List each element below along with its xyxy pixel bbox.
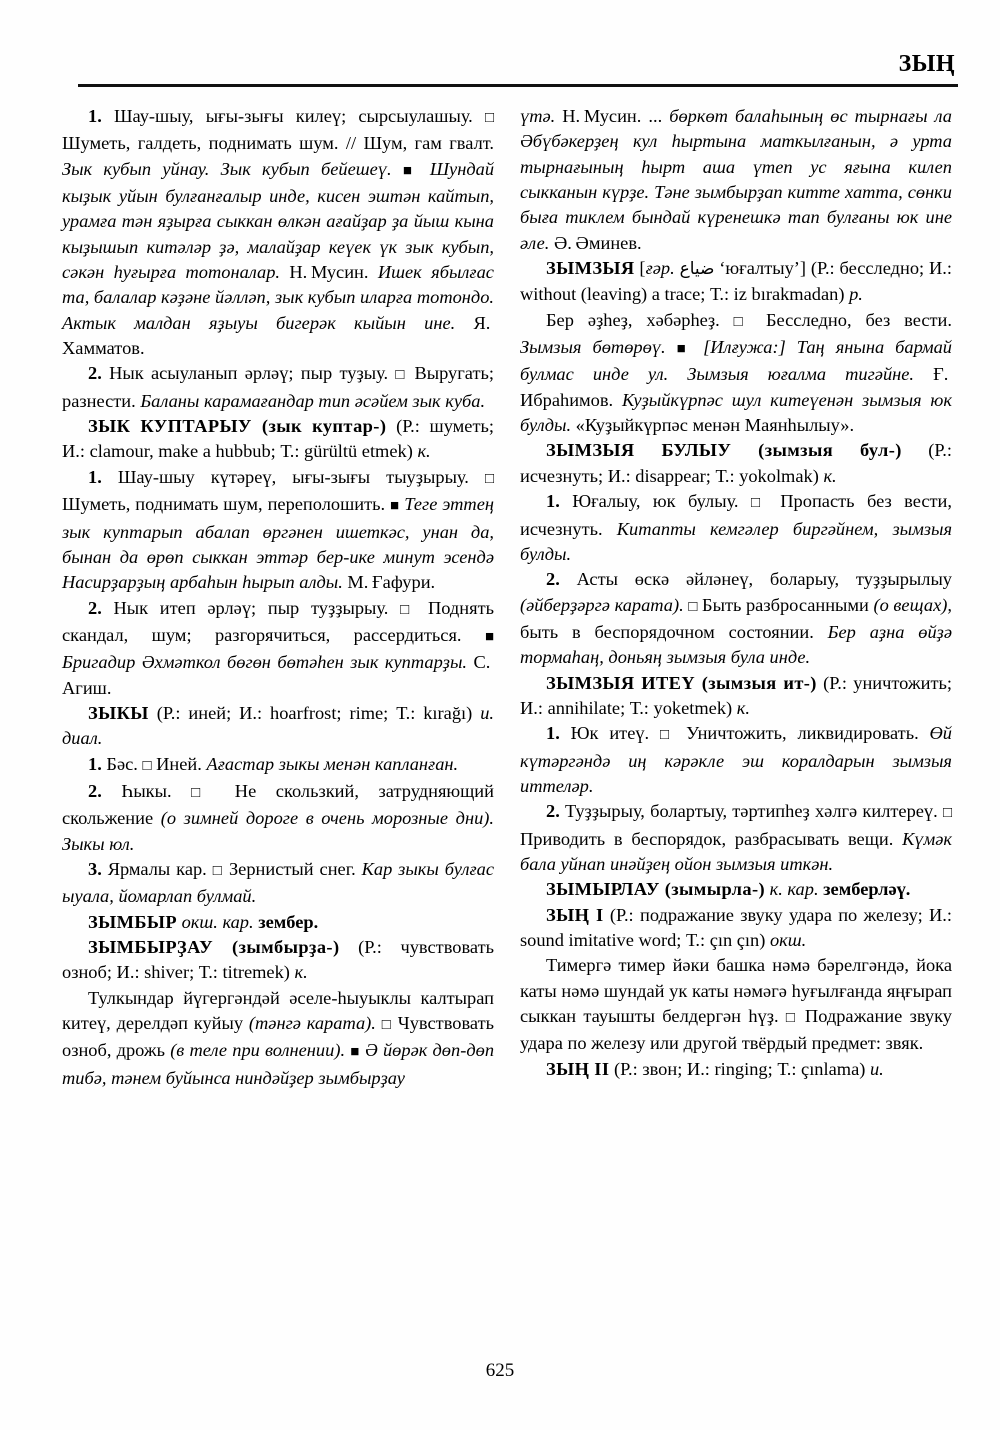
- entry-headword: ЗЫМБЫРҘАУ (зымбырҙа-): [88, 937, 340, 957]
- italic-text: Ә йөрәк дөп-дөп тибә, тәнем буйынса ниндәйҙер зымбырҙау: [62, 1040, 495, 1088]
- italic-text: к.: [736, 697, 750, 718]
- open-square-marker: [395, 367, 407, 383]
- open-square-marker: [751, 495, 768, 511]
- entry-paragraph: [62, 752, 494, 779]
- roman-text: Чувствовать озноб, дрожь: [62, 1013, 495, 1061]
- open-square-marker: [400, 602, 416, 618]
- italic-text: Ишек ябылғас та, балалар кәҙәне йәлләп, зык кубып иларға тотондо. Актык малдан яҙыуы бигерәк кыйын ине.: [62, 262, 495, 333]
- roman-text: Приводить в беспорядок, разбрасывать вещи.: [520, 828, 903, 849]
- roman-text: Я. Хамматов.: [62, 312, 494, 359]
- roman-text: Шуметь, поднимать шум, переполошить.: [62, 494, 391, 515]
- italic-text: бөркөт балаһының өс тырнағы ла Әбүбәкерҙең кул һыртына маткылғанын, ә урта тырнағының һырт аша үтеп ус яғына килеп сыкканын күрҙе. Тәне зымбырҙап китте хатта, сөнки быға тиклем бындай күренешкә тап булғаны юк ине әле.: [520, 106, 952, 253]
- italic-text: Ағастар зыкы менән капланған.: [206, 753, 459, 774]
- open-square-marker: [191, 785, 215, 801]
- roman-text: Выругать; разнести.: [62, 363, 494, 411]
- sense-number: 1.: [88, 466, 102, 487]
- entry-paragraph: [520, 256, 952, 308]
- roman-text: Юғалыу, юк булыу.: [559, 491, 751, 512]
- roman-text: (Р.: уничтожить; И.: annihilate; Т.: yoketmek): [520, 672, 952, 718]
- roman-text: М. Ғафури.: [347, 572, 436, 593]
- roman-text: Пропасть без вести, исчезнуть.: [520, 491, 952, 539]
- filled-square-marker: [485, 629, 494, 645]
- roman-text: Шуметь, галдеть, поднимать шум. // Шум, гам гвалт.: [62, 133, 494, 154]
- filled-square-marker: [390, 498, 399, 514]
- entry-paragraph: [62, 935, 494, 986]
- sense-number: 1.: [88, 106, 102, 126]
- entry-paragraph: [520, 877, 952, 902]
- roman-text: «Куҙыйкүрпәс менән Маянһылыу».: [575, 415, 855, 436]
- italic-text: ғәр.: [645, 258, 675, 279]
- roman-text: Туҙҙырыу, болартыу, тәртипһеҙ хәлгә килтереү.: [559, 801, 943, 822]
- entry-paragraph: [520, 953, 952, 1056]
- italic-text: Күмәк бала уйнап инәйҙең ойон зымзыя иткән.: [520, 828, 952, 874]
- open-square-marker: [485, 471, 494, 487]
- entry-paragraph: [520, 721, 952, 799]
- open-square-marker: [786, 1010, 798, 1026]
- entry-paragraph: [520, 308, 952, 439]
- cross-reference: зембер.: [258, 911, 319, 932]
- header-rule: [78, 84, 958, 87]
- italic-text: Шундай кыҙык уйын булғанғалыр инде, кисен эштән кайтып, урамға тән яҙырға сыккан өлкән ағайҙар ҙа йыш кына кыҙышып китәләр ҙә, малайҙар кеүек үк зык кубып, сәкән һуғырға тотоналар.: [62, 158, 495, 283]
- entry-headword: ЗЫКЫ: [88, 702, 149, 723]
- entry-headword: ЗЫМЗЫЯ ИТЕҮ (зымзыя ит-): [546, 672, 817, 693]
- open-square-marker: [943, 805, 952, 821]
- running-head: [112, 52, 955, 86]
- italic-text: Куҙыйкүрпәс шул китеүенән зымзыя юк булды.: [520, 389, 952, 436]
- roman-text: (Р.: подражание звуку удара по железу; И.: sound imitative word; Т.: çın çın): [520, 904, 952, 950]
- italic-text: Зымзыя бөтөрөү.: [520, 337, 677, 358]
- arabic-etymon: ضياع: [679, 259, 715, 280]
- roman-text: С. Агиш.: [62, 652, 494, 698]
- italic-text: Бригадир Әхмәткол бөгөн бөтәһен зык куптарҙы.: [62, 652, 474, 673]
- roman-text: Тулкындар йүгергәндәй әселе-һыуыклы калтырап китеү, дерелдәп куйыу: [62, 987, 494, 1034]
- entry-paragraph: [62, 465, 494, 596]
- sense-number: 3.: [88, 858, 102, 879]
- open-square-marker: [382, 1017, 392, 1033]
- sense-number: 1.: [546, 491, 560, 512]
- roman-text: (Р.: чувствовать озноб; И.: shiver; Т.: titremek): [62, 937, 494, 983]
- roman-text: (Р.: иней; И.: hoarfrost; rime; Т.: kırağı): [148, 702, 481, 723]
- entry-headword: ЗЫМЗЫЯ: [546, 258, 635, 279]
- entry-headword: ЗЫҢ I: [546, 904, 604, 925]
- entry-paragraph: [62, 361, 494, 414]
- entry-paragraph: [62, 986, 494, 1091]
- italic-text: Кар зыкы булғас ыуала, йомарлап булмай.: [62, 858, 494, 907]
- roman-text: Шау-шыу күтәреү, ығы-зығы тыуҙырыу.: [101, 466, 485, 487]
- entry-paragraph: [62, 596, 494, 701]
- roman-text: Н. Мусин.: [289, 262, 378, 283]
- roman-text: Бәс.: [101, 753, 143, 774]
- italic-text: (әйберҙәргә карата).: [520, 594, 689, 615]
- sense-number: 2.: [546, 801, 560, 822]
- column-right: [520, 104, 952, 1326]
- italic-text: Китапты кемгәлер биргәйнем, зымзыя булды.: [520, 518, 952, 564]
- italic-text: к.: [294, 962, 308, 983]
- italic-text: и. диал.: [62, 702, 494, 749]
- italic-text: [Илғужа:] Таң янына бармай булмас инде ул. Зымзыя юғалма тигәйне.: [520, 337, 953, 385]
- roman-text: Быть разбросанными: [697, 594, 874, 615]
- roman-text: Тимергә тимер йәки башка нәмә бәрелгәндә, йока каты нәмә шундай ук каты нәмәгә һуғылғанда яңғырап сыккан тауышты белдергән һүҙ.: [520, 955, 952, 1027]
- filled-square-marker: [403, 163, 419, 179]
- italic-text: Теге эттең зык куптарып абалап өргәнен ишеткәс, унан да, бынан да өрөп сыккан эттәр бер-ике минут эсендә Насирҙарҙың арбаһын һырып алды.: [62, 494, 494, 593]
- roman-text: [: [634, 258, 646, 279]
- roman-text: Ярмалы кар.: [101, 858, 213, 879]
- roman-text: ‘юғалтыу’] (Р.: бесследно; И.: without (leaving) a trace; Т.: iz bırakmadan): [520, 258, 952, 305]
- entry-paragraph: [520, 489, 952, 567]
- entry-paragraph: [62, 779, 494, 857]
- roman-text: Уничтожить, ликвидировать.: [675, 723, 930, 744]
- italic-text: к.: [417, 441, 431, 462]
- italic-text: к.: [823, 465, 837, 486]
- italic-text: үтә.: [520, 106, 563, 126]
- entry-headword: ЗЫҢ II: [546, 1058, 610, 1079]
- roman-text: Иней.: [151, 753, 207, 774]
- roman-text: Подражание звуку удара по железу или другой твёрдый предмет: звяк.: [520, 1006, 952, 1054]
- roman-text: Ә. Әминев.: [554, 232, 642, 253]
- roman-text: Поднять скандал, шум; разгорячиться, рассердиться.: [62, 597, 494, 645]
- filled-square-marker: [350, 1044, 360, 1060]
- roman-text: Асты өскә әйләнеү, боларыу, туҙҙырылыу: [559, 569, 952, 590]
- italic-text: к. кар.: [765, 879, 824, 900]
- italic-text: (о вещах),: [873, 594, 952, 615]
- roman-text: Не скользкий, затрудняющий скольжение: [62, 780, 494, 829]
- entry-headword: ЗЫМБЫР: [88, 911, 177, 932]
- cross-reference: земберләү.: [823, 879, 911, 900]
- page-number: 625: [485, 1360, 515, 1381]
- italic-text: р.: [849, 284, 863, 305]
- italic-text: (о зимней дороге в очень морозные дни). Зыкы юл.: [62, 808, 494, 854]
- italic-text: (тәнгә карата).: [248, 1013, 382, 1034]
- italic-text: (в теле при волнении).: [170, 1040, 351, 1061]
- roman-text: Нык итеп әрләү; пыр туҙҙырыу.: [101, 597, 401, 618]
- roman-text: Һыкы.: [101, 780, 192, 801]
- entry-paragraph: [520, 1057, 952, 1082]
- open-square-marker: [213, 863, 223, 879]
- entry-paragraph: [520, 799, 952, 877]
- entry-headword: ЗЫК КУПТАРЫУ (зык куптар-): [88, 416, 387, 437]
- entry-paragraph: [520, 104, 952, 256]
- open-square-marker: [660, 727, 675, 743]
- text-columns: [62, 104, 958, 1326]
- roman-text: Зернистый снег.: [223, 858, 362, 879]
- italic-text: Бер аҙна өйҙә тормаһаң, доньяң зымзыя була инде.: [520, 621, 952, 668]
- roman-text: (Р.: звон; И.: ringing; Т.: çınlama): [609, 1058, 870, 1079]
- roman-text: (Р.: исчезнуть; И.: disappear; Т.: yokolmak): [520, 440, 952, 486]
- entry-paragraph: [520, 671, 952, 722]
- italic-text: окш.: [769, 930, 807, 950]
- entry-headword: ЗЫМЫРЛАУ (зымырла-): [546, 879, 766, 900]
- sense-number: 2.: [88, 363, 102, 384]
- open-square-marker: [142, 758, 151, 774]
- sense-number: 1.: [88, 753, 102, 774]
- roman-text: Н. Мусин. ...: [562, 106, 670, 126]
- roman-text: Бер әҙһеҙ, хәбәрһеҙ.: [546, 309, 734, 330]
- roman-text: (Р.: шуметь; И.: clamour, make a hubbub; Т.: gürültü etmek): [62, 416, 494, 462]
- filled-square-marker: [677, 341, 692, 357]
- entry-paragraph: [520, 903, 952, 954]
- entry-paragraph: [520, 567, 952, 670]
- italic-text: и.: [869, 1058, 884, 1079]
- roman-text: Юк итеү.: [559, 723, 661, 744]
- entry-paragraph: [62, 857, 494, 910]
- sense-number: 2.: [546, 569, 560, 590]
- sense-number: 1.: [546, 723, 560, 744]
- roman-text: Ғ. Ибраһимов.: [520, 364, 952, 410]
- roman-text: Нык асыуланып әрләү; пыр туҙыу.: [101, 363, 396, 384]
- roman-text: Бесследно, без вести.: [752, 309, 952, 330]
- column-left: [62, 104, 494, 1326]
- running-head-title: ЗЫҢ: [898, 51, 955, 77]
- roman-text: Шау-шыу, ығы-зығы килеү; сырсыулашыу.: [101, 106, 485, 126]
- entry-paragraph: [62, 701, 494, 752]
- italic-text: Өй күтәргәндә иң кәрәкле эш коралдарын зымзыя иттеләр.: [520, 723, 953, 796]
- italic-text: Зык кубып уйнау. Зык кубып бейешеү.: [62, 158, 403, 179]
- open-square-marker: [485, 110, 494, 126]
- roman-text: быть в беспорядочном состоянии.: [520, 621, 828, 642]
- italic-text: окш. кар.: [176, 911, 259, 932]
- entry-paragraph: [62, 910, 494, 935]
- open-square-marker: [734, 314, 752, 330]
- sense-number: 2.: [88, 780, 102, 801]
- entry-headword: ЗЫМЗЫЯ БУЛЫУ (зымзыя бул-): [546, 440, 902, 461]
- entry-paragraph: [62, 104, 494, 361]
- italic-text: Баланы карамағандар тип әсәйем зык куба.: [140, 390, 486, 411]
- entry-paragraph: [520, 438, 952, 489]
- sense-number: 2.: [88, 597, 102, 618]
- entry-paragraph: [62, 414, 494, 465]
